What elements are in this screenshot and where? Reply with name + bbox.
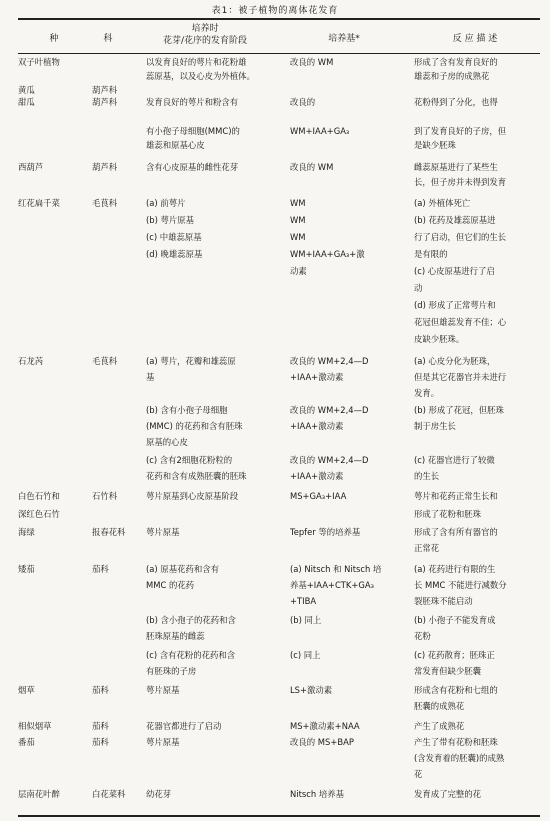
response-cell: 正常花 [414,543,440,553]
response-cell: (b) 形成了花冠，但胚珠 [414,405,504,415]
response-cell: 花冠但雄蕊发育不佳；心 [414,317,507,327]
header-species: 种 [49,34,59,44]
response-cell: 花粉得到了分化，也得 [414,97,498,107]
response-cell: 形成了花粉和胚珠 [414,509,481,519]
response-cell: 胚囊的成熟花 [414,701,465,711]
stage-cell: 发育良好的萼片和粉含有 [146,97,239,107]
response-cell: (b) 小孢子不能发育成 [414,615,496,625]
stage-cell: 萼片原基 [146,737,180,747]
header-stage-line1: 培养时 [191,24,219,34]
response-cell: (c) 心皮原基进行了启 [414,266,495,276]
family-cell: 葫芦科 [92,162,118,172]
family-cell: 茄科 [92,721,109,731]
species-cell: 白色石竹和 [18,491,60,501]
response-cell: 常发育但缺少胚囊 [414,666,481,676]
header-response: 反 应 描 述 [452,34,498,44]
medium-cell: (b) 同上 [290,615,322,625]
family-cell: 葫芦科 [92,97,118,107]
medium-cell: 改良的 WM+2,4—D [290,405,369,415]
response-cell: 花 [414,769,423,779]
medium-cell: 改良的 WM [290,57,334,67]
medium-cell: (c) 同上 [290,650,321,660]
header-stage-line2: 花芽/花序的发育阶段 [162,36,248,46]
stage-cell: (b) 含小孢子的花药和含 [146,615,236,625]
family-cell: 毛茛科 [92,356,118,366]
medium-cell: 改良的 [290,97,316,107]
medium-cell: 动素 [290,266,307,276]
family-cell: 茄科 [92,685,109,695]
response-cell: 但是其它花器官并未进行 [414,372,507,382]
species-cell: 双子叶植物 [18,57,60,67]
header-family: 科 [103,34,113,44]
stage-cell: 基 [146,372,155,382]
stage-cell: 含有心皮原基的雌性花芽 [146,162,239,172]
response-cell: 产生了成熟花 [414,721,465,731]
species-cell: 深红色石竹 [18,509,60,519]
species-cell: 甜瓜 [18,97,35,107]
table-caption: 表1：被子植物的离体花发育 [211,6,339,16]
medium-cell: MS+GA₃+IAA [290,491,347,501]
stage-cell: 以发育良好的萼片和花粉雄 [146,57,247,67]
stage-cell: 花药和含有成熟胚囊的胚珠 [146,471,247,481]
response-cell: (b) 花药及雄蕊原基进 [414,215,496,225]
medium-cell: WM+IAA+GA₃ [290,126,350,136]
family-cell: 毛茛科 [92,198,118,208]
response-cell: 长，但子房并未得到发育 [414,177,507,187]
species-cell: 石龙芮 [18,356,44,366]
medium-cell: 养基+IAA+CTK+GA₃ [290,580,374,590]
medium-cell: WM [290,215,306,225]
medium-cell: LS+激动素 [290,685,333,695]
medium-cell: Nitsch 培养基 [290,789,344,799]
response-cell: (c) 花药散育；胚珠正 [414,650,495,660]
species-cell: 烟草 [18,685,35,695]
species-cell: 红花扁千菜 [18,198,60,208]
response-cell: 裂胚珠不能启动 [414,596,473,606]
medium-cell: 改良的 WM+2,4—D [290,455,369,465]
table-top-rule [18,18,540,20]
medium-cell: 改良的 WM [290,162,334,172]
stage-cell: (d) 晚雄蕊原基 [146,249,203,259]
table-bottom-rule [18,815,540,817]
response-cell: 雄蕊和子房的成熟花 [414,71,490,81]
medium-cell: 改良的 WM+2,4—D [290,356,369,366]
response-cell: 形成了含有发育良好的 [414,57,498,67]
medium-cell: WM [290,198,306,208]
response-cell: 是缺少胚珠 [414,140,456,150]
stage-cell: 原基的心皮 [146,437,188,447]
stage-cell: 幼花芽 [146,789,172,799]
stage-cell: 胚珠原基的雌蕊 [146,631,205,641]
medium-cell: 改良的 MS+BAP [290,737,354,747]
response-cell: 行了启动，但它们的生长 [414,232,507,242]
stage-cell: MMC 的花药 [146,580,195,590]
medium-cell: +IAA+激动素 [290,421,344,431]
response-cell: 长 MMC 不能进行减数分 [414,580,507,590]
response-cell: 产生了带有花粉和胚珠 [414,737,498,747]
response-cell: 到了发育良好的子房，但 [414,126,507,136]
species-cell: 相似烟草 [18,721,52,731]
medium-cell: +IAA+激动素 [290,372,344,382]
species-cell: 西葫芦 [18,162,44,172]
family-cell: 葫芦科 [92,85,118,95]
stage-cell: (c) 含有花粉的花药和含 [146,650,236,660]
stage-cell: 雄蕊和原基心皮 [146,140,205,150]
response-cell: (含发育着的胚囊)的成熟 [414,753,505,763]
stage-cell: (c) 含有2细胞花粉粒的 [146,455,233,465]
stage-cell: (c) 中雄蕊原基 [146,232,202,242]
response-cell: 制于房生长 [414,421,456,431]
response-cell: 动 [414,283,423,293]
medium-cell: WM+IAA+GA₃+激 [290,249,365,259]
response-cell: 形成了含有所有器官的 [414,527,498,537]
response-cell: 是有限的 [414,249,448,259]
medium-cell: +IAA+激动素 [290,471,344,481]
header-medium: 培养基* [328,34,360,44]
medium-cell: (a) Nitsch 和 Nitsch 培 [290,564,382,574]
species-cell: 层南花叶醉 [18,789,60,799]
medium-cell: +TIBA [290,596,317,606]
stage-cell: (a) 原基花药和含有 [146,564,219,574]
stage-cell: (b) 萼片原基 [146,215,195,225]
stage-cell: 蕊原基，以及心皮为外植体。 [146,71,255,81]
table-header-rule [18,53,540,54]
response-cell: 发育成了完整的花 [414,789,481,799]
stage-cell: 萼片原基 [146,685,180,695]
stage-cell: (b) 含有小孢子母细胞 [146,405,228,415]
response-cell: 皮缺少胚珠。 [414,334,465,344]
medium-cell: MS+激动素+NAA [290,721,360,731]
stage-cell: (MMC) 的花药和含有胚珠 [146,421,243,431]
response-cell: 形成含有花粉和七组的 [414,685,498,695]
response-cell: (d) 形成了正常萼片和 [414,300,496,310]
stage-cell: (a) 前萼片 [146,198,186,208]
species-cell: 海绿 [18,527,35,537]
response-cell: 发育。 [414,388,440,398]
medium-cell: WM [290,232,306,242]
response-cell: (a) 花药进行有限的生 [414,564,496,574]
species-cell: 黄瓜 [18,85,35,95]
family-cell: 茄科 [92,564,109,574]
response-cell: (a) 外植体死亡 [414,198,471,208]
stage-cell: 萼片原基到心皮原基阶段 [146,491,239,501]
response-cell: (a) 心皮分化为胚珠， [414,356,496,366]
species-cell: 矮茄 [18,564,35,574]
stage-cell: 有小孢子母细胞(MMC)的 [146,126,240,136]
medium-cell: Tepfer 等的培养基 [290,527,361,537]
response-cell: 萼片和花药正常生长和 [414,491,498,501]
stage-cell: 花器官都进行了启动 [146,721,222,731]
response-cell: 花粉 [414,631,431,641]
response-cell: 的生长 [414,471,440,481]
stage-cell: 有胚珠的子房 [146,666,197,676]
response-cell: (c) 花器官进行了较微 [414,455,495,465]
stage-cell: (a) 萼片，花瓣和雄蕊原 [146,356,236,366]
response-cell: 雌蕊原基进行了某些生 [414,162,498,172]
family-cell: 茄科 [92,737,109,747]
family-cell: 报春花科 [92,527,126,537]
stage-cell: 萼片原基 [146,527,180,537]
species-cell: 番茄 [18,737,35,747]
family-cell: 白花菜科 [92,789,126,799]
family-cell: 石竹科 [92,491,118,501]
